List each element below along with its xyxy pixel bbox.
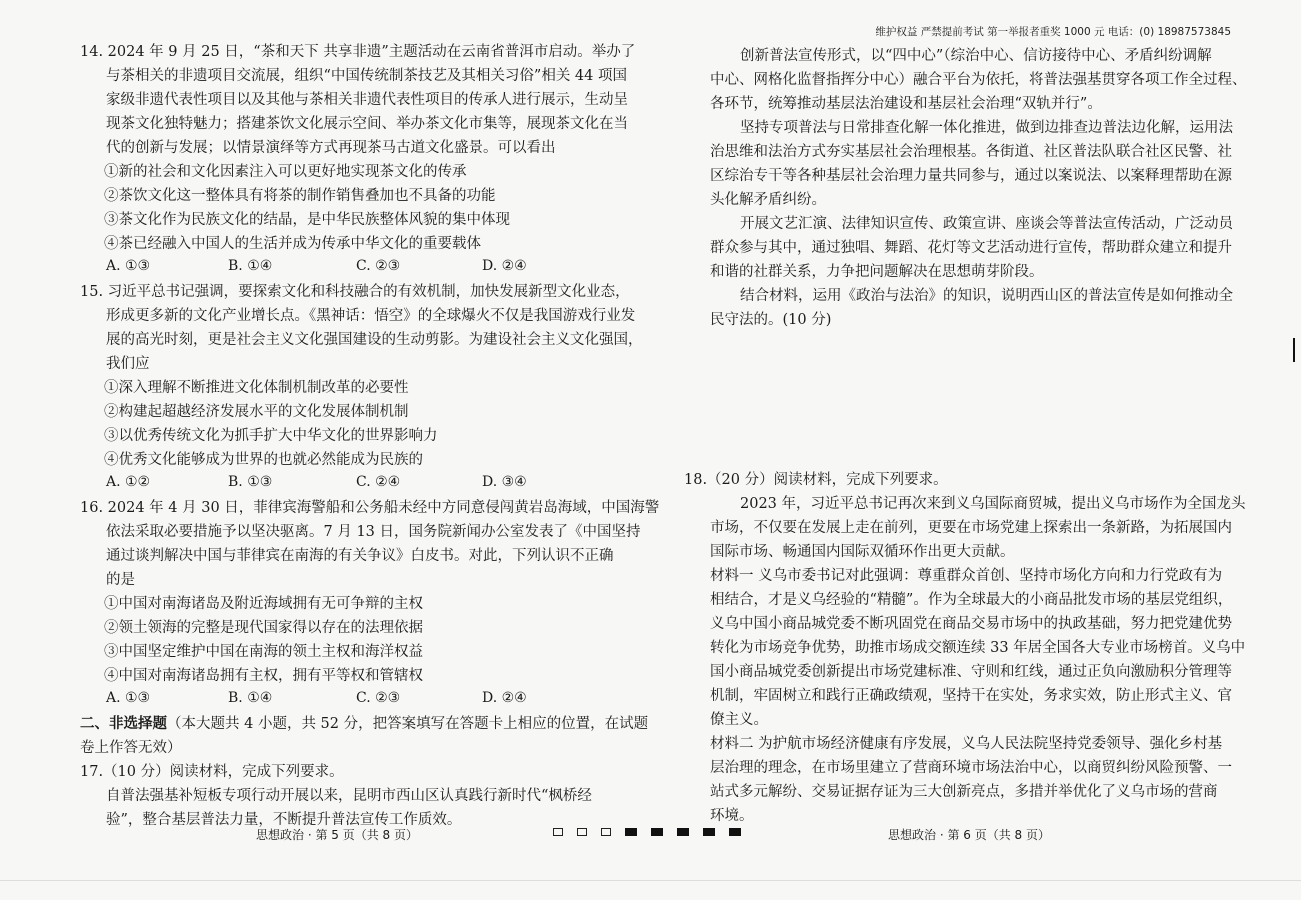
q18-material-1: 国小商品城党委创新提出市场党建标准、守则和红线，通过正负向激励积分管理等 [710, 664, 1232, 680]
q18-material-2: 层治理的理念，在市场里建立了营商环境市场法治中心，以商贸纠纷风险预警、一 [710, 760, 1232, 776]
q17-line: 自普法强基补短板专项行动开展以来，昆明市西山区认真践行新时代“枫桥经 [106, 788, 592, 804]
q16-statement-2: ②领土领海的完整是现代国家得以存在的法理依据 [104, 620, 423, 636]
registration-mark-filled [625, 828, 637, 836]
section-2-title: 二、非选择题 [80, 715, 167, 732]
q17-task: 结合材料，运用《政治与法治》的知识，说明西山区的普法宣传是如何推动全 [740, 288, 1233, 304]
q17-paragraph: 坚持专项普法与日常排查化解一体化推进，做到边排查边普法边化解，运用法 [740, 120, 1233, 136]
q18-material-1: 相结合，才是义乌经验的“精髓”。作为全球最大的小商品批发市场的基层党组织， [710, 592, 1233, 608]
print-registration-marks [553, 828, 741, 836]
q14-line: 现茶文化独特魅力；搭建茶饮文化展示空间、举办茶文化市集等，展现茶文化在当 [106, 116, 628, 132]
q16-option-d: D. ②④ [482, 690, 527, 706]
section-2-instructions: （本大题共 4 小题，共 52 分，把答案填写在答题卡上相应的位置，在试题 [167, 716, 649, 732]
registration-mark-filled [729, 828, 741, 836]
q15-statement-2: ②构建起超越经济发展水平的文化发展体制机制 [104, 404, 409, 420]
q15-line: 展的高光时刻，更是社会主义文化强国建设的生动剪影。为建设社会主义文化强国， [106, 332, 643, 348]
q14-option-d: D. ②④ [482, 258, 527, 274]
scan-edge-mark [1293, 338, 1295, 362]
q16-line: 16. 2024 年 4 月 30 日，菲律宾海警船和公务船未经中方同意侵闯黄岩岛海域，中国海警 [80, 500, 660, 516]
q15-option-b: B. ①③ [228, 474, 273, 490]
q16-line: 的是 [106, 572, 135, 588]
q17-header: 17.（10 分）阅读材料，完成下列要求。 [80, 764, 344, 780]
q16-option-b: B. ①④ [228, 690, 273, 706]
q15-line: 形成更多新的文化产业增长点。《黑神话：悟空》的全球爆火不仅是我国游戏行业发 [106, 308, 636, 324]
q16-option-c: C. ②③ [356, 690, 401, 706]
q18-material-2: 站式多元解纷、交易证据存证为三大创新亮点，多措并举优化了义乌市场的营商 [710, 784, 1218, 800]
q16-line: 依法采取必要措施予以坚决驱离。7 月 13 日，国务院新闻办公室发表了《中国坚持 [106, 524, 641, 540]
q15-statement-4: ④优秀文化能够成为世界的也就必然能成为民族的 [104, 452, 423, 468]
q14-line: 14. 2024 年 9 月 25 日，“茶和天下 共享非遗”主题活动在云南省普洱市启动。举办了 [80, 44, 636, 60]
q15-option-c: C. ②④ [356, 474, 401, 490]
q17-paragraph: 创新普法宣传形式，以“四中心”（综治中心、信访接待中心、矛盾纠纷调解 [740, 48, 1212, 64]
registration-mark-empty [601, 828, 611, 836]
q14-statement-1: ①新的社会和文化因素注入可以更好地实现茶文化的传承 [104, 164, 467, 180]
q14-statement-2: ②茶饮文化这一整体具有将茶的制作销售叠加也不具备的功能 [104, 188, 496, 204]
q17-paragraph: 中心、网格化监督指挥分中心）融合平台为依托，将普法强基贯穿各项工作全过程、 [710, 72, 1247, 88]
q17-paragraph: 和谐的社群关系，力争把问题解决在思想萌芽阶段。 [710, 264, 1044, 280]
section-2-instructions-cont: 卷上作答无效） [80, 740, 182, 756]
q16-statement-3: ③中国坚定维护中国在南海的领土主权和海洋权益 [104, 644, 423, 660]
q15-statement-1: ①深入理解不断推进文化体制机制改革的必要性 [104, 380, 409, 396]
page-5-footer: 思想政治 · 第 5 页（共 8 页） [256, 828, 418, 842]
registration-mark-filled [677, 828, 689, 836]
q16-line: 通过谈判解决中国与菲律宾在南海的有关争议》白皮书。对此，下列认识不正确 [106, 548, 614, 564]
q18-material-1: 机制，牢固树立和践行正确政绩观，坚持干在实处，务求实效，防止形式主义、官 [710, 688, 1232, 704]
q16-statement-4: ④中国对南海诸岛拥有主权，拥有平等权和管辖权 [104, 668, 423, 684]
q18-material-1: 材料一 义乌市委书记对此强调：尊重群众首创、坚持市场化方向和力行党政有为 [710, 568, 1223, 584]
registration-mark-empty [553, 828, 563, 836]
q15-line: 15. 习近平总书记强调，要探索文化和科技融合的有效机制，加快发展新型文化业态， [80, 284, 630, 300]
q17-paragraph: 区综治专干等各种基层社会治理力量共同参与，通过以案说法、以案释理帮助在源 [710, 168, 1232, 184]
q15-option-d: D. ③④ [482, 474, 527, 490]
page-6-footer: 思想政治 · 第 6 页（共 8 页） [888, 828, 1050, 842]
q14-statement-4: ④茶已经融入中国人的生活并成为传承中华文化的重要载体 [104, 236, 481, 252]
q17-line: 验”，整合基层普法力量，不断提升普法宣传工作质效。 [106, 812, 462, 828]
q17-paragraph: 群众参与其中，通过独唱、舞蹈、花灯等文艺活动进行宣传，帮助群众建立和提升 [710, 240, 1232, 256]
q17-paragraph: 头化解矛盾纠纷。 [710, 192, 826, 208]
q14-line: 代的创新与发展；以情景演绎等方式再现茶马古道文化盛景。可以看出 [106, 140, 556, 156]
q14-line: 家级非遗代表性项目以及其他与茶相关非遗代表性项目的传承人进行展示，生动呈 [106, 92, 628, 108]
scan-bottom-edge [0, 880, 1301, 881]
q18-intro: 国际市场、畅通国内国际双循环作出更大贡献。 [710, 544, 1015, 560]
q18-material-2: 材料二 为护航市场经济健康有序发展，义乌人民法院坚持党委领导、强化乡村基 [710, 736, 1223, 752]
q15-line: 我们应 [106, 356, 150, 372]
q16-statement-1: ①中国对南海诸岛及附近海域拥有无可争辩的主权 [104, 596, 423, 612]
q14-option-c: C. ②③ [356, 258, 401, 274]
q14-statement-3: ③茶文化作为民族文化的结晶，是中华民族整体风貌的集中体现 [104, 212, 510, 228]
q17-task: 民守法的。(10 分) [710, 312, 832, 328]
q14-option-b: B. ①④ [228, 258, 273, 274]
q18-intro: 市场，不仅要在发展上走在前列，更要在市场党建上探索出一条新路，为拓展国内 [710, 520, 1232, 536]
q18-material-1: 义乌中国小商品城党委不断巩固党在商品交易市场中的执政基础，努力把党建优势 [710, 616, 1232, 632]
q16-option-a: A. ①③ [106, 690, 151, 706]
q14-option-a: A. ①③ [106, 258, 151, 274]
registration-mark-filled [703, 828, 715, 836]
registration-mark-filled [651, 828, 663, 836]
q15-statement-3: ③以优秀传统文化为抓手扩大中华文化的世界影响力 [104, 428, 438, 444]
q18-intro: 2023 年，习近平总书记再次来到义乌国际商贸城，提出义乌市场作为全国龙头 [740, 496, 1246, 512]
registration-mark-empty [577, 828, 587, 836]
q18-material-1: 僚主义。 [710, 712, 768, 728]
q14-line: 与茶相关的非遗项目交流展，组织“中国传统制茶技艺及其相关习俗”相关 44 项国 [106, 68, 627, 84]
q18-header: 18.（20 分）阅读材料，完成下列要求。 [684, 472, 948, 488]
q18-material-2: 环境。 [710, 808, 754, 824]
q17-paragraph: 开展文艺汇演、法律知识宣传、政策宣讲、座谈会等普法宣传活动，广泛动员 [740, 216, 1233, 232]
q17-paragraph: 各环节，统筹推动基层法治建设和基层社会治理“双轨并行”。 [710, 96, 1102, 112]
anti-cheating-notice: 维护权益 严禁提前考试 第一举报者重奖 1000 元 电话：(0) 18987573845 [875, 26, 1231, 38]
q15-option-a: A. ①② [106, 474, 151, 490]
q18-material-1: 转化为市场竞争优势，助推市场成交额连续 33 年居全国各大专业市场榜首。义乌中 [710, 640, 1246, 656]
q17-paragraph: 治思维和法治方式夯实基层社会治理根基。各街道、社区普法队联合社区民警、社 [710, 144, 1232, 160]
